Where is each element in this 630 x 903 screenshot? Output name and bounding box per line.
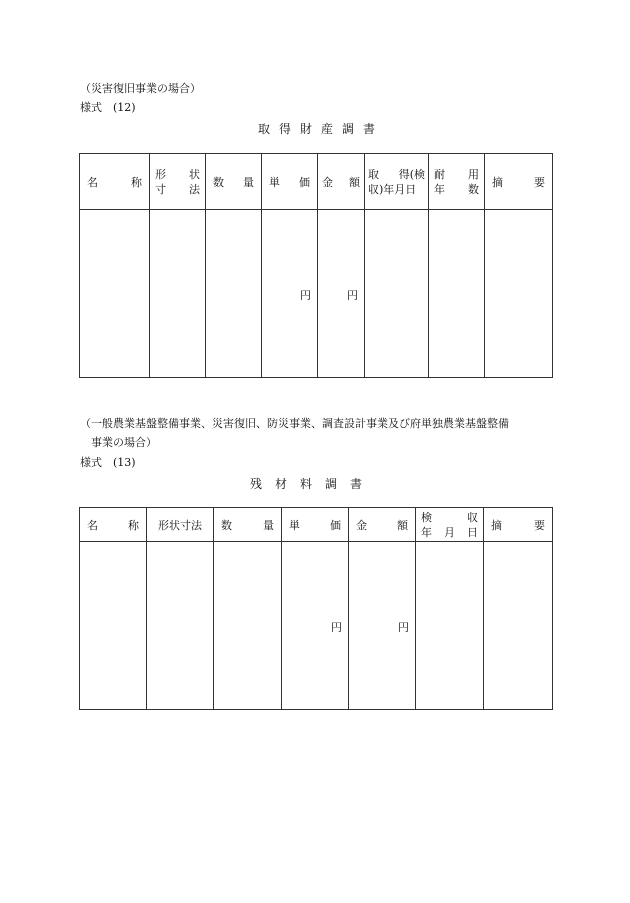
section2-note-line1: （一般農業基盤整備事業、災害復旧、防災事業、調査設計事業及び府単独農業基盤整備 xyxy=(80,417,509,430)
cell-unit-price[interactable] xyxy=(262,210,318,378)
header-row xyxy=(80,508,553,542)
header-remarks: 摘 要 xyxy=(485,154,553,210)
header-amount: 金 額 xyxy=(318,154,365,210)
cell-useful-life[interactable] xyxy=(429,210,485,378)
cell-amount[interactable] xyxy=(349,542,416,710)
header-unit-price: 単 価 xyxy=(262,154,318,210)
header-unit-price: 単 価 xyxy=(282,508,349,542)
header-shape-dimensions: 形 状 寸 法 xyxy=(150,154,206,210)
acquired-property-table xyxy=(79,153,553,378)
body-row xyxy=(80,542,553,710)
cell-unit-price[interactable] xyxy=(282,542,349,710)
section1-form-number: 様式 (12) xyxy=(80,101,136,114)
header-inspection-date: 検 収 年 月 日 xyxy=(416,508,484,542)
cell-shape-dimensions[interactable] xyxy=(150,210,206,378)
cell-quantity[interactable] xyxy=(206,210,262,378)
header-name: 名 称 xyxy=(80,154,150,210)
header-useful-life: 耐 用 年 数 xyxy=(429,154,485,210)
cell-shape-dimensions[interactable] xyxy=(147,542,214,710)
header-shape-dimensions: 形状寸法 xyxy=(147,508,214,542)
cell-acquisition-date[interactable] xyxy=(365,210,429,378)
yen-unit: 円 xyxy=(300,289,311,302)
remaining-materials-table xyxy=(79,507,553,710)
cell-amount[interactable] xyxy=(318,210,365,378)
header-row xyxy=(80,154,553,210)
header-quantity: 数 量 xyxy=(206,154,262,210)
header-quantity: 数 量 xyxy=(214,508,282,542)
yen-unit: 円 xyxy=(347,289,358,302)
header-remarks: 摘 要 xyxy=(484,508,553,542)
body-row xyxy=(80,210,553,378)
cell-remarks[interactable] xyxy=(485,210,553,378)
cell-inspection-date[interactable] xyxy=(416,542,484,710)
header-acquisition-date: 取 得(検 収)年月日 xyxy=(365,154,429,210)
cell-name[interactable] xyxy=(80,542,147,710)
header-name: 名 称 xyxy=(80,508,147,542)
header-amount: 金 額 xyxy=(349,508,416,542)
cell-name[interactable] xyxy=(80,210,150,378)
section1-title: 取得財産調書 xyxy=(258,122,385,136)
section2-form-number: 様式 (13) xyxy=(80,456,136,469)
section2-title: 残材料調書 xyxy=(250,477,376,491)
yen-unit: 円 xyxy=(398,621,409,634)
section2-note-line2: 事業の場合） xyxy=(91,436,157,449)
section1-note: （災害復旧事業の場合） xyxy=(80,82,201,95)
cell-quantity[interactable] xyxy=(214,542,282,710)
yen-unit: 円 xyxy=(331,621,342,634)
cell-remarks[interactable] xyxy=(484,542,553,710)
